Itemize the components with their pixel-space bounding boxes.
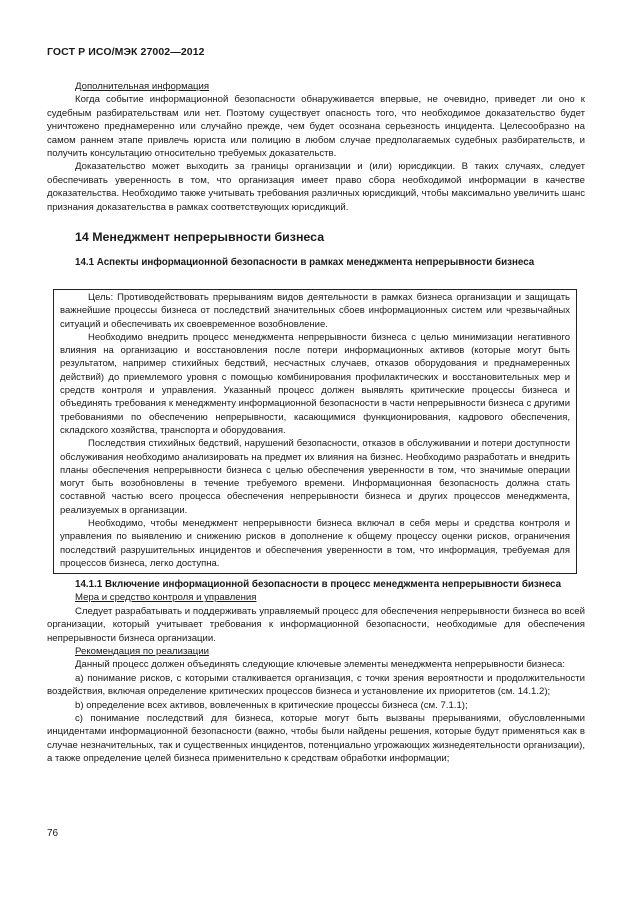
additional-info-block — [47, 80, 585, 214]
standard-header: ГОСТ Р ИСО/МЭК 27002—2012 — [47, 46, 205, 58]
section-14-1-1-heading: 14.1.1 Включение информационной безопасности в процесс менеджмента непрерывности бизнеса — [75, 579, 562, 590]
guidance-heading: Рекомендация по реализации — [75, 646, 209, 658]
paragraph: Когда событие информационной безопасности обнаруживается впервые, не очевидно, приведет ли оно к судебным разбирательствам или нет. Поэтому существует опасность того, что необходимое доказательство будет уничтожено преднамеренно или случайно прежде, чем будет осознана серьезность инцидента. Целесообразно на самом раннем этапе привлечь юриста или полицию в любом случае предполагаемых судебных разбирательств, и получить консультацию относительно требуемых доказательств. — [47, 94, 585, 160]
page-number: 76 — [47, 828, 59, 839]
control-heading: Мера и средство контроля и управления — [75, 592, 257, 604]
box-paragraph: Необходимо внедрить процесс менеджмента непрерывности бизнеса с целью минимизации негативного влияния на организацию и восстановления после потери информационных активов (которые могут быть результатом, например стихийных бедствий, несчастных случаев, отказов оборудования и преднамеренных действий) до приемлемого уровня с помощью комбинирования профилактических и восстановительных мер и средств контроля и управления. Указанный процесс должен выявлять критические процессы бизнеса и объединять требования к менеджменту информационной безопасности в части непрерывности бизнеса с другими требованиями по обеспечению непрерывности, касающимися функционирования, кадрового обеспечения, складского хозяйства, транспорта и оборудования. — [60, 331, 570, 436]
section-14-1-1 — [47, 578, 585, 766]
section-14-1-heading: 14.1 Аспекты информационной безопасности в рамках менеджмента непрерывности бизнеса — [75, 257, 535, 268]
additional-info-heading: Дополнительная информация — [75, 81, 210, 92]
list-item: a) понимание рисков, с которыми сталкивается организация, с точки зрения вероятности и продолжительности воздействия, включая определение критических процессов бизнеса и установление их приоритетов (см. 14.1.2); — [47, 672, 585, 698]
objective-box — [53, 289, 577, 574]
control-text: Следует разрабатывать и поддерживать управляемый процесс для обеспечения непрерывности бизнеса во всей организации, который учитывает требования к информационной безопасности, необходимые для обеспечения непрерывности бизнеса организации. — [47, 605, 585, 644]
guidance-intro: Данный процесс должен объединять следующие ключевые элементы менеджмента непрерывности бизнеса: — [75, 659, 566, 671]
paragraph: Доказательство может выходить за границы организации и (или) юрисдикции. В таких случаях, следует обеспечивать уверенность в том, что организация имеет право сбора необходимой информации в качестве доказательства. Необходимо также учитывать требования различных юрисдикций, чтобы максимально увеличить шанс признания доказательства в рамках соответствующих юрисдикций. — [47, 161, 585, 213]
box-paragraph: Последствия стихийных бедствий, нарушений безопасности, отказов в обслуживании и потери доступности обслуживания необходимо анализировать на предмет их влияния на бизнес. Необходимо разработать и внедрить планы обеспечения непрерывности бизнеса с целью обеспечения уверенности в том, что значимые операции могут быть возобновлены в течение требуемого времени. Информационная безопасность должна стать составной частью всего процесса обеспечения непрерывности бизнеса и других процессов менеджмента, реализуемых в организации. — [60, 438, 570, 516]
objective-paragraph: Цель: Противодействовать прерываниям видов деятельности в рамках бизнеса организации и защищать важнейшие процессы бизнеса от последствий значительных сбоев информационных систем или чрезвычайных ситуаций и обеспечивать их своевременное возобновление. — [60, 292, 570, 330]
box-paragraph: Необходимо, чтобы менеджмент непрерывности бизнеса включал в себя меры и средства контроля и управления по выявлению и снижению рисков в дополнение к общему процессу оценки рисков, ограничения последствий разрушительных инцидентов и обеспечения уверенности в том, что информация, требуемая для процессов бизнеса, легко доступна. — [60, 518, 570, 569]
list-item: b) определение всех активов, вовлеченных в критические процессы бизнеса (см. 7.1.1); — [75, 699, 468, 711]
section-14-heading: 14 Менеджмент непрерывности бизнеса — [75, 230, 325, 244]
list-item: c) понимание последствий для бизнеса, которые могут быть вызваны прерываниями, обусловленными инцидентами информационной безопасности (важно, чтобы были найдены решения, которые будут применяться как в случае незначительных, так и существенных инцидентов, потенциально угрожающих жизнедеятельности организации), а также определение целей бизнеса применительно к средствам обработки информации; — [47, 713, 585, 765]
